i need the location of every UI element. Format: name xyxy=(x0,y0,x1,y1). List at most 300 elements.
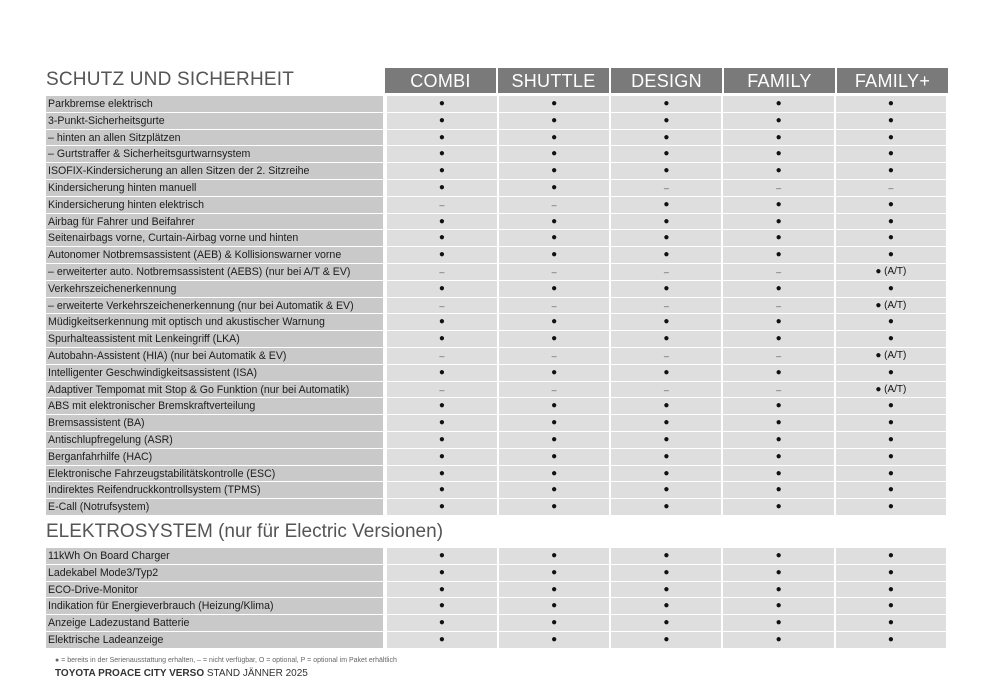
available-marker: ● xyxy=(887,198,894,210)
available-marker: ● xyxy=(663,98,670,109)
row-cell xyxy=(611,565,721,581)
not-available-marker: – xyxy=(439,350,445,361)
row-cell xyxy=(611,415,721,431)
row-label: – hinten an allen Sitzplätzen xyxy=(46,130,383,146)
row-cell xyxy=(611,113,721,129)
available-marker: ● xyxy=(775,400,782,412)
available-marker: ● xyxy=(438,98,445,109)
row-cell xyxy=(723,415,833,431)
available-marker: ● xyxy=(663,215,670,227)
available-marker: ● xyxy=(438,633,445,645)
available-marker: ● xyxy=(887,484,894,496)
row-cell xyxy=(387,281,497,297)
row-cell xyxy=(836,565,946,581)
row-label: Kindersicherung hinten elektrisch xyxy=(46,197,383,213)
available-marker: ● xyxy=(775,98,782,109)
row-cell xyxy=(499,582,609,598)
available-marker: ● xyxy=(438,501,445,513)
row-cell xyxy=(836,298,946,314)
row-cell xyxy=(387,348,497,364)
row-cell xyxy=(387,180,497,196)
row-label: ISOFIX-Kindersicherung an allen Sitzen der 2. Sitzreihe xyxy=(46,163,383,179)
row-cell xyxy=(723,113,833,129)
available-marker: ● xyxy=(551,181,558,193)
row-cell xyxy=(836,230,946,246)
row-cell xyxy=(387,247,497,263)
available-marker: ● xyxy=(775,316,782,328)
row-cell xyxy=(387,365,497,381)
row-cell xyxy=(499,130,609,146)
available-marker: ● xyxy=(887,98,894,109)
available-marker: ● xyxy=(663,249,670,261)
row-label: 11kWh On Board Charger xyxy=(46,548,383,564)
row-label: Indikation für Energieverbrauch (Heizung/Klima) xyxy=(46,598,383,614)
row-cell xyxy=(836,398,946,414)
available-marker: ● xyxy=(551,148,558,160)
available-marker: ● xyxy=(887,617,894,629)
table-row xyxy=(46,499,948,515)
available-marker: ● xyxy=(551,484,558,496)
available-marker: ● xyxy=(775,148,782,160)
available-marker: ● xyxy=(438,131,445,143)
not-available-marker: – xyxy=(776,300,782,311)
row-cell xyxy=(387,264,497,280)
row-cell xyxy=(836,331,946,347)
row-label: Elektronische Fahrzeugstabilitätskontrolle (ESC) xyxy=(46,466,383,482)
available-marker: ● xyxy=(887,232,894,244)
available-marker: ● xyxy=(551,549,558,561)
row-cell xyxy=(387,331,497,347)
row-cell xyxy=(723,499,833,515)
row-cell xyxy=(836,247,946,263)
section-title-safety: SCHUTZ UND SICHERHEIT xyxy=(46,69,295,90)
available-marker: ● xyxy=(438,282,445,294)
available-marker: ● xyxy=(438,165,445,177)
row-cell xyxy=(611,180,721,196)
table-row xyxy=(46,582,948,598)
available-marker: ● xyxy=(663,232,670,244)
row-cell xyxy=(499,382,609,398)
table-row xyxy=(46,615,948,631)
brand-name: TOYOTA PROACE CITY VERSO xyxy=(55,668,205,679)
row-cell xyxy=(387,197,497,213)
row-cell xyxy=(611,398,721,414)
available-marker: ● xyxy=(663,501,670,513)
row-cell xyxy=(836,214,946,230)
available-marker: ● xyxy=(438,583,445,595)
available-marker: ● xyxy=(887,417,894,429)
available-marker: ● xyxy=(663,282,670,294)
row-cell xyxy=(499,113,609,129)
row-cell xyxy=(836,382,946,398)
row-cell xyxy=(611,130,721,146)
available-marker: ● xyxy=(663,198,670,210)
row-label: Indirektes Reifendruckkontrollsystem (TPMS) xyxy=(46,482,383,498)
available-marker: ● xyxy=(775,549,782,561)
available-marker: ● xyxy=(775,366,782,378)
available-marker: ● xyxy=(438,549,445,561)
available-marker: ● xyxy=(551,433,558,445)
footer-line xyxy=(55,668,397,679)
row-cell xyxy=(499,482,609,498)
row-cell xyxy=(499,314,609,330)
available-marker: ● xyxy=(551,333,558,345)
available-marker: ● xyxy=(663,549,670,561)
available-marker: ● xyxy=(887,633,894,645)
row-cell xyxy=(836,348,946,364)
available-marker: ● xyxy=(887,400,894,412)
row-cell xyxy=(499,96,609,112)
table-row xyxy=(46,247,948,263)
row-cell xyxy=(611,163,721,179)
available-marker: ● xyxy=(438,316,445,328)
row-label: Spurhalteassistent mit Lenkeingriff (LKA) xyxy=(46,331,383,347)
table-row xyxy=(46,96,948,112)
table-row xyxy=(46,264,948,280)
available-marker: ● xyxy=(438,181,445,193)
row-label: Kindersicherung hinten manuell xyxy=(46,180,383,196)
available-marker: ● xyxy=(887,566,894,578)
row-cell xyxy=(387,314,497,330)
row-cell xyxy=(723,331,833,347)
row-cell xyxy=(611,314,721,330)
row-cell xyxy=(499,281,609,297)
not-available-marker: – xyxy=(551,350,557,361)
available-marker: ● xyxy=(663,165,670,177)
available-marker: ● xyxy=(887,215,894,227)
not-available-marker: – xyxy=(551,300,557,311)
row-cell xyxy=(499,197,609,213)
row-cell xyxy=(611,264,721,280)
available-marker: ● xyxy=(663,467,670,479)
available-marker: ● xyxy=(551,215,558,227)
row-cell xyxy=(611,298,721,314)
row-cell xyxy=(723,348,833,364)
available-marker: ● xyxy=(438,617,445,629)
row-cell xyxy=(499,298,609,314)
row-cell xyxy=(836,96,946,112)
not-available-marker: – xyxy=(663,266,669,277)
table-row xyxy=(46,146,948,162)
available-marker: ● xyxy=(775,566,782,578)
available-marker: ● xyxy=(438,333,445,345)
row-cell xyxy=(387,146,497,162)
table-row xyxy=(46,331,948,347)
column-headers xyxy=(383,68,948,93)
row-cell xyxy=(387,432,497,448)
row-cell xyxy=(499,348,609,364)
row-cell xyxy=(723,582,833,598)
row-cell xyxy=(611,281,721,297)
available-marker: ● xyxy=(775,249,782,261)
available-marker: ● xyxy=(551,114,558,126)
row-cell xyxy=(387,582,497,598)
not-available-marker: – xyxy=(439,199,445,210)
available-marker: ● xyxy=(663,484,670,496)
not-available-marker: – xyxy=(439,384,445,395)
available-marker: ● xyxy=(887,249,894,261)
available-marker: ● xyxy=(887,114,894,126)
not-available-marker: – xyxy=(776,182,782,193)
row-cell xyxy=(387,449,497,465)
available-marker: ● xyxy=(663,131,670,143)
column-header-shuttle: SHUTTLE xyxy=(498,68,609,93)
available-marker: ● xyxy=(551,249,558,261)
row-cell xyxy=(723,298,833,314)
row-cell xyxy=(499,365,609,381)
row-label: – erweiterter auto. Notbremsassistent (AEBS) (nur bei A/T & EV) xyxy=(46,264,383,280)
table-row xyxy=(46,314,948,330)
available-marker: ● xyxy=(663,566,670,578)
row-cell xyxy=(836,281,946,297)
available-marker: ● xyxy=(887,433,894,445)
available-marker: ● xyxy=(438,148,445,160)
row-label: 3-Punkt-Sicherheitsgurte xyxy=(46,113,383,129)
row-cell xyxy=(499,163,609,179)
row-cell xyxy=(836,432,946,448)
available-marker: ● xyxy=(551,501,558,513)
row-cell xyxy=(611,598,721,614)
not-available-marker: – xyxy=(439,266,445,277)
row-label: Elektrische Ladeanzeige xyxy=(46,632,383,648)
row-cell xyxy=(723,314,833,330)
available-marker: ● xyxy=(663,433,670,445)
available-marker: ● xyxy=(663,617,670,629)
available-marker: ● (A/T) xyxy=(875,299,907,311)
table-row xyxy=(46,298,948,314)
column-header-combi: COMBI xyxy=(385,68,496,93)
not-available-marker: – xyxy=(663,384,669,395)
row-cell xyxy=(723,598,833,614)
row-cell xyxy=(723,565,833,581)
table-row xyxy=(46,482,948,498)
row-cell xyxy=(387,214,497,230)
row-cell xyxy=(723,281,833,297)
available-marker: ● xyxy=(663,366,670,378)
row-cell xyxy=(836,548,946,564)
row-cell xyxy=(611,96,721,112)
row-cell xyxy=(499,565,609,581)
available-marker: ● xyxy=(551,617,558,629)
available-marker: ● xyxy=(551,165,558,177)
available-marker: ● xyxy=(663,450,670,462)
available-marker: ● xyxy=(775,232,782,244)
column-header-design: DESIGN xyxy=(611,68,722,93)
table-row xyxy=(46,281,948,297)
available-marker: ● xyxy=(775,282,782,294)
row-cell xyxy=(499,432,609,448)
available-marker: ● xyxy=(663,600,670,612)
not-available-marker: – xyxy=(888,182,894,193)
available-marker: ● xyxy=(551,366,558,378)
row-cell xyxy=(499,615,609,631)
table-row xyxy=(46,214,948,230)
not-available-marker: – xyxy=(663,350,669,361)
row-cell xyxy=(499,499,609,515)
available-marker: ● xyxy=(775,600,782,612)
row-label: Parkbremse elektrisch xyxy=(46,96,383,112)
row-cell xyxy=(836,197,946,213)
available-marker: ● xyxy=(775,131,782,143)
available-marker: ● xyxy=(551,566,558,578)
section-title-electric: ELEKTROSYSTEM (nur für Electric Versionen) xyxy=(46,520,444,542)
table-row xyxy=(46,548,948,564)
available-marker: ● xyxy=(887,501,894,513)
row-label: Adaptiver Tempomat mit Stop & Go Funktion (nur bei Automatik) xyxy=(46,382,383,398)
row-label: – Gurtstraffer & Sicherheitsgurtwarnsystem xyxy=(46,146,383,162)
row-cell xyxy=(836,415,946,431)
row-cell xyxy=(836,163,946,179)
row-cell xyxy=(387,548,497,564)
available-marker: ● xyxy=(887,131,894,143)
row-cell xyxy=(723,130,833,146)
available-marker: ● xyxy=(438,450,445,462)
available-marker: ● xyxy=(663,633,670,645)
not-available-marker: – xyxy=(551,266,557,277)
row-cell xyxy=(611,615,721,631)
row-cell xyxy=(836,264,946,280)
available-marker: ● xyxy=(438,600,445,612)
not-available-marker: – xyxy=(776,266,782,277)
table-row xyxy=(46,565,948,581)
row-label: Autobahn-Assistent (HIA) (nur bei Automatik & EV) xyxy=(46,348,383,364)
legend-text: ● = bereits in der Serienausstattung erhalten, – = nicht verfügbar, O = optional, P = optional im Paket erhältlich xyxy=(55,657,397,664)
row-cell xyxy=(499,214,609,230)
column-header-family: FAMILY xyxy=(724,68,835,93)
row-cell xyxy=(611,499,721,515)
table-row xyxy=(46,348,948,364)
not-available-marker: – xyxy=(663,182,669,193)
row-cell xyxy=(499,146,609,162)
row-label: Autonomer Notbremsassistent (AEB) & Kollisionswarner vorne xyxy=(46,247,383,263)
row-cell xyxy=(723,264,833,280)
row-cell xyxy=(611,331,721,347)
section-header-safety xyxy=(46,66,948,93)
row-cell xyxy=(387,163,497,179)
table-row xyxy=(46,130,948,146)
row-cell xyxy=(723,382,833,398)
row-label: Berganfahrhilfe (HAC) xyxy=(46,449,383,465)
available-marker: ● xyxy=(775,501,782,513)
row-cell xyxy=(499,449,609,465)
row-label: Verkehrszeichenerkennung xyxy=(46,281,383,297)
row-cell xyxy=(499,180,609,196)
row-label: ABS mit elektronischer Bremskraftverteilung xyxy=(46,398,383,414)
row-cell xyxy=(499,598,609,614)
available-marker: ● (A/T) xyxy=(875,383,907,395)
column-header-family-plus: FAMILY+ xyxy=(837,68,948,93)
available-marker: ● xyxy=(775,484,782,496)
row-cell xyxy=(723,466,833,482)
row-cell xyxy=(723,449,833,465)
row-label: Airbag für Fahrer und Beifahrer xyxy=(46,214,383,230)
row-cell xyxy=(723,482,833,498)
row-cell xyxy=(387,482,497,498)
available-marker: ● xyxy=(775,215,782,227)
row-cell xyxy=(836,113,946,129)
row-cell xyxy=(723,197,833,213)
available-marker: ● xyxy=(551,232,558,244)
row-cell xyxy=(387,230,497,246)
footer xyxy=(55,656,397,679)
row-cell xyxy=(611,466,721,482)
row-cell xyxy=(499,632,609,648)
row-cell xyxy=(836,582,946,598)
row-cell xyxy=(611,548,721,564)
row-cell xyxy=(723,432,833,448)
row-cell xyxy=(611,449,721,465)
available-marker: ● xyxy=(438,232,445,244)
row-cell xyxy=(836,598,946,614)
table-row xyxy=(46,163,948,179)
available-marker: ● xyxy=(775,417,782,429)
row-label: E-Call (Notrufsystem) xyxy=(46,499,383,515)
row-cell xyxy=(387,113,497,129)
row-cell xyxy=(723,180,833,196)
available-marker: ● xyxy=(551,316,558,328)
available-marker: ● xyxy=(438,467,445,479)
available-marker: ● xyxy=(775,433,782,445)
available-marker: ● xyxy=(663,316,670,328)
row-cell xyxy=(499,230,609,246)
row-cell xyxy=(836,449,946,465)
available-marker: ● xyxy=(438,433,445,445)
row-label: ECO-Drive-Monitor xyxy=(46,582,383,598)
available-marker: ● xyxy=(551,98,558,109)
row-cell xyxy=(723,214,833,230)
available-marker: ● xyxy=(438,566,445,578)
row-label: Anzeige Ladezustand Batterie xyxy=(46,615,383,631)
row-cell xyxy=(611,197,721,213)
available-marker: ● xyxy=(887,148,894,160)
table-row xyxy=(46,466,948,482)
available-marker: ● (A/T) xyxy=(875,265,907,277)
available-marker: ● xyxy=(887,316,894,328)
available-marker: ● xyxy=(775,617,782,629)
row-cell xyxy=(836,130,946,146)
available-marker: ● xyxy=(551,131,558,143)
available-marker: ● xyxy=(887,600,894,612)
row-cell xyxy=(723,96,833,112)
available-marker: ● xyxy=(663,333,670,345)
available-marker: ● xyxy=(551,282,558,294)
row-cell xyxy=(611,432,721,448)
row-label: Ladekabel Mode3/Typ2 xyxy=(46,565,383,581)
available-marker: ● xyxy=(775,165,782,177)
table-row xyxy=(46,365,948,381)
row-cell xyxy=(387,499,497,515)
available-marker: ● xyxy=(663,114,670,126)
row-cell xyxy=(611,482,721,498)
table-row xyxy=(46,382,948,398)
row-cell xyxy=(836,632,946,648)
row-label: Müdigkeitserkennung mit optisch und akustischer Warnung xyxy=(46,314,383,330)
row-label: Seitenairbags vorne, Curtain-Airbag vorne und hinten xyxy=(46,230,383,246)
row-cell xyxy=(499,548,609,564)
row-cell xyxy=(387,415,497,431)
row-cell xyxy=(836,499,946,515)
row-cell xyxy=(723,365,833,381)
available-marker: ● xyxy=(551,450,558,462)
available-marker: ● xyxy=(663,400,670,412)
row-label: Antischlupfregelung (ASR) xyxy=(46,432,383,448)
available-marker: ● xyxy=(775,450,782,462)
row-cell xyxy=(723,615,833,631)
row-cell xyxy=(499,398,609,414)
stand-date: STAND JÄNNER 2025 xyxy=(204,668,308,679)
available-marker: ● xyxy=(438,417,445,429)
available-marker: ● xyxy=(551,633,558,645)
